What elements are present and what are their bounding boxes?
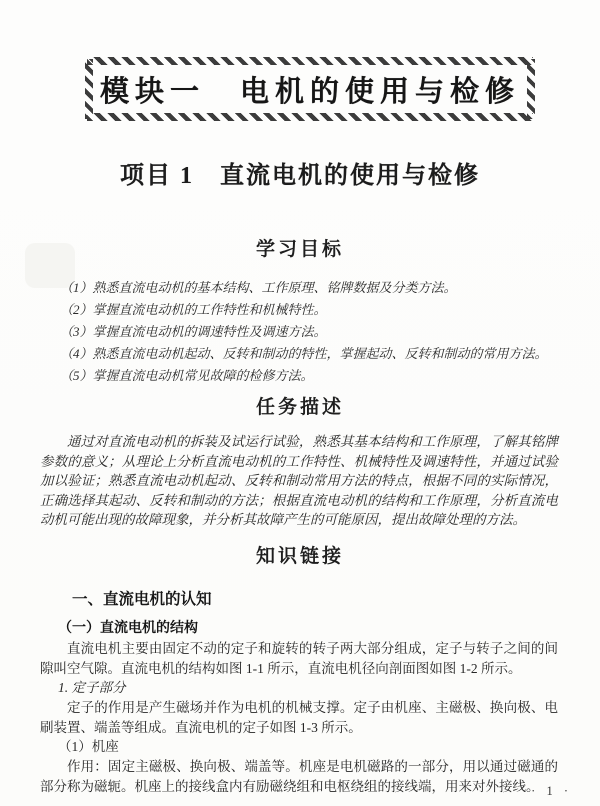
knowledge-links-heading: 知识链接 [255, 546, 344, 567]
task-description-paragraph: 通过对直流电动机的拆装及试运行试验，熟悉其基本结构和工作原理，了解其铭牌参数的意义；从理论上分析直流电动机的工作特性、机械特性及调速特性，并通过试验加以验证；熟悉直流电动机起动、反转和制动常用方法的特点，根据不同的实际情况，正确选择其起动、反转和制动的方法；根据直流电动机的结构和工作原理，分析直流电动机可能出现的故障现象，并分析其故障产生的可能原因，提出故障处理的方法。 [40, 434, 558, 527]
subsection-heading-dc-motor-structure: （一）直流电机的结构 [58, 619, 198, 635]
frame-item-heading: （1）机座 [58, 739, 119, 754]
structure-intro-paragraph: 直流电机主要由固定不动的定子和旋转的转子两大部分组成，定子与转子之间的间隙叫空气隙。直流电机的结构如图 1-1 所示，直流电机径向剖面图如图 1-2 所示。 [40, 641, 558, 676]
project-title: 项目 1 直流电机的使用与检修 [120, 163, 480, 189]
module-banner-title: 模块一 电机的使用与检修 [99, 75, 520, 108]
stator-item-heading: 1. 定子部分 [58, 680, 126, 695]
section-heading-dc-motor-cognition: 一、直流电机的认知 [72, 591, 212, 608]
objective-item-5: （5）掌握直流电动机常见故障的检修方法。 [60, 368, 314, 383]
stator-paragraph: 定子的作用是产生磁场并作为电机的机械支撑。定子由机座、主磁极、换向极、电刷装置、端盖等组成。直流电机的定子如图 1-3 所示。 [40, 700, 558, 735]
learning-objectives-heading: 学习目标 [255, 239, 344, 260]
objective-item-4: （4）熟悉直流电动机起动、反转和制动的特性，掌握起动、反转和制动的常用方法。 [60, 346, 548, 361]
objective-item-3: （3）掌握直流电动机的调速特性及调速方法。 [60, 324, 327, 339]
frame-paragraph: 作用：固定主磁极、换向极、端盖等。机座是电机磁路的一部分，用以通过磁通的部分称为磁轭。机座上的接线盒内有励磁绕组和电枢绕组的接线端，用来对外接线。 [40, 759, 558, 794]
objective-item-1: （1）熟悉直流电动机的基本结构、工作原理、铭牌数据及分类方法。 [60, 280, 457, 295]
task-description-heading: 任务描述 [255, 397, 344, 418]
learning-objectives-list [60, 277, 558, 387]
page-number: · 1 · [531, 784, 572, 798]
objective-item-2: （2）掌握直流电动机的工作特性和机械特性。 [60, 302, 327, 317]
